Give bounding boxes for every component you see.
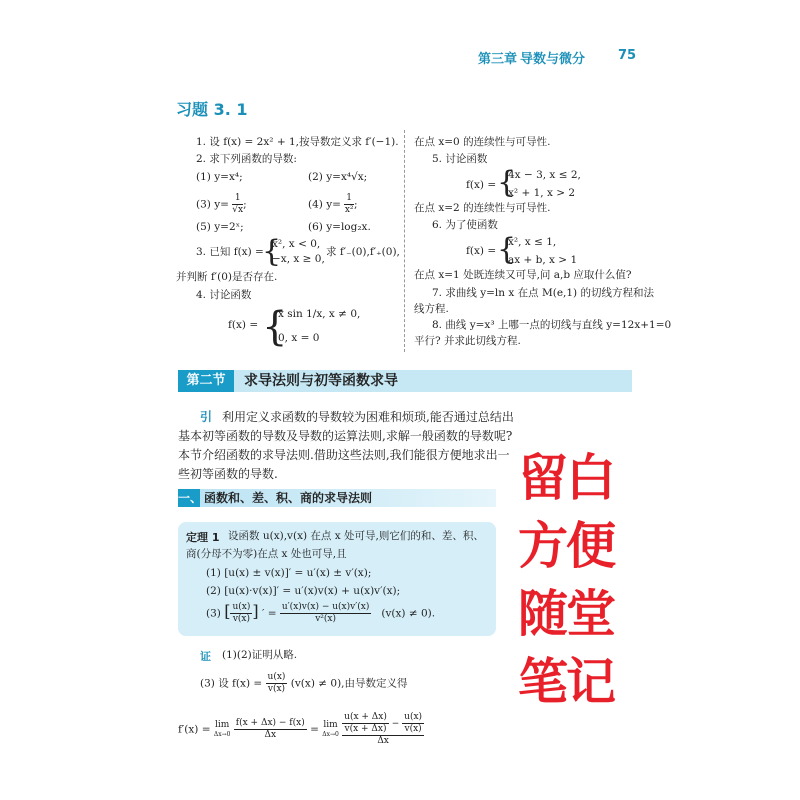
right-text-3: 在点 x=1 处既连续又可导,问 a,b 应取什么值? — [414, 269, 632, 281]
exercise-q7: 7. 求曲线 y=ln x 在点 M(e,1) 的切线方程和法 — [432, 287, 654, 299]
subsection-tag: 一、 — [178, 491, 203, 505]
margin-note-line-2: 方便 — [518, 517, 614, 575]
right-text-1: 在点 x=0 的连续性与可导性. — [414, 136, 551, 148]
chapter-topic: 导数与微分 — [520, 52, 586, 67]
exercise-q1: 1. 设 f(x) = 2x² + 1,按导数定义求 f′(−1). — [196, 136, 399, 148]
q3-ask-2: 并判断 f′(0)是否存在. — [176, 271, 278, 283]
q4-case-1: x sin 1/x, x ≠ 0, — [278, 308, 361, 320]
exercise-q8-cont: 平行? 并求此切线方程. — [414, 335, 521, 347]
margin-note-line-3: 随堂 — [518, 585, 614, 643]
brace: { — [497, 165, 517, 200]
q6-f: f(x) = — [466, 245, 497, 257]
exercise-q7-cont: 线方程. — [414, 303, 449, 315]
fraction: $\frac{1}{√x}$ — [232, 193, 244, 215]
proof-line-2: (3) 设 f(x) = $\frac{u(x)}{v(x)} (v(x) \ne 0)$,由导数定义得 — [200, 672, 408, 694]
intro-line-4: 些初等函数的导数. — [178, 467, 278, 481]
theorem-rule-1: (1) [u(x) ± v(x)]′ = u′(x) ± v′(x); — [206, 567, 372, 579]
exercise-q2-4: (4) y= $\frac{1}{\text{x²}}$; — [308, 193, 358, 215]
exercise-q8: 8. 曲线 y=x³ 上哪一点的切线与直线 y=12x+1=0 — [432, 319, 672, 331]
exercise-q2-5: (5) y=2ˣ; — [196, 221, 244, 233]
q3-ask: 求 f′₋(0),f′₊(0), — [326, 246, 400, 258]
q5-case-1: 4x − 3, x ≤ 2, — [508, 169, 581, 181]
section-title: 求导法则与初等函数求导 — [244, 373, 398, 389]
intro-lead: 引 — [200, 410, 213, 424]
brace: { — [497, 232, 517, 267]
q3-case-1: x², x < 0, — [272, 238, 321, 250]
theorem-label: 定理 1 — [186, 531, 220, 544]
page-number: 75 — [618, 48, 637, 63]
margin-note-line-1: 留白 — [518, 449, 614, 507]
theorem-line-2: 商(分母不为零)在点 x 处也可导,且 — [186, 548, 347, 560]
section-tag: 第二节 — [178, 370, 234, 392]
right-text-2: 在点 x=2 的连续性与可导性. — [414, 202, 551, 214]
exercise-q2-1: (1) y=x⁴; — [196, 171, 243, 183]
brace: { — [262, 304, 288, 350]
proof-line-1: (1)(2)证明从略. — [222, 649, 298, 661]
exercise-q2: 2. 求下列函数的导数: — [196, 153, 297, 165]
exercise-q4: 4. 讨论函数 — [196, 289, 252, 301]
q6-case-2: ax + b, x > 1 — [508, 254, 578, 266]
fraction: $\frac{1}{\text{x²}}$ — [344, 193, 354, 215]
intro-line-3: 本节介绍函数的求导法则.借助这些法则,我们能很方便地求出一 — [178, 448, 510, 462]
q4-case-2: 0, x = 0 — [278, 332, 320, 344]
exercise-q2-2: (2) y=x⁴√x; — [308, 171, 368, 183]
subsection-title: 函数和、差、积、商的求导法则 — [204, 491, 373, 505]
theorem-rule-2: (2) [u(x)·v(x)]′ = u′(x)v(x) + u(x)v′(x); — [206, 585, 401, 597]
q5-f: f(x) = — [466, 179, 497, 191]
derivative-formula: f′(x) = lim Δx→0 $\frac{f(x + \Delta x) - f(x)}{\Delta x}$ = lim Δx→0 $\frac{u(x + \Delta x)}{v(x + \Delta x)}$ − $\frac{u(x)}{v(x)}$ Δx — [178, 712, 423, 746]
intro-line-1: 利用定义求函数的导数较为困难和烦琐,能否通过总结出 — [222, 410, 514, 424]
q4-f: f(x) = — [228, 319, 259, 331]
theorem-line-1: 设函数 u(x),v(x) 在点 x 处可导,则它们的和、差、积、 — [228, 530, 484, 542]
q3-case-2: −x, x ≥ 0, — [272, 253, 325, 265]
proof-label: 证 — [200, 650, 211, 663]
exercise-q6: 6. 为了使函数 — [432, 219, 498, 231]
margin-note-line-4: 笔记 — [518, 653, 614, 711]
brace: { — [262, 234, 282, 269]
q5-case-2: x² + 1, x > 2 — [508, 187, 576, 199]
intro-line-2: 基本初等函数的导数及导数的运算法则,求解一般函数的导数呢? — [178, 429, 513, 443]
q6-case-1: x², x ≤ 1, — [508, 236, 557, 248]
chapter-label: 第三章 — [478, 52, 518, 67]
exercise-q3: 3. 已知 f(x) = — [196, 246, 264, 258]
exercise-q5: 5. 讨论函数 — [432, 153, 488, 165]
exercise-q2-6: (6) y=log₂x. — [308, 221, 371, 233]
theorem-rule-3: (3) [ $\frac{u(x)}{v(x)}$] ′ = $\frac{u'(x)v(x) - u(x)v'(x)}{\text{v²(x)}}$ (v(x) ≠ 0). — [206, 601, 436, 624]
exercise-q2-3: (3) y= $\frac{1}{√x}$; — [196, 193, 247, 215]
column-divider — [404, 130, 405, 352]
exercise-title: 习题 3. 1 — [176, 100, 248, 119]
